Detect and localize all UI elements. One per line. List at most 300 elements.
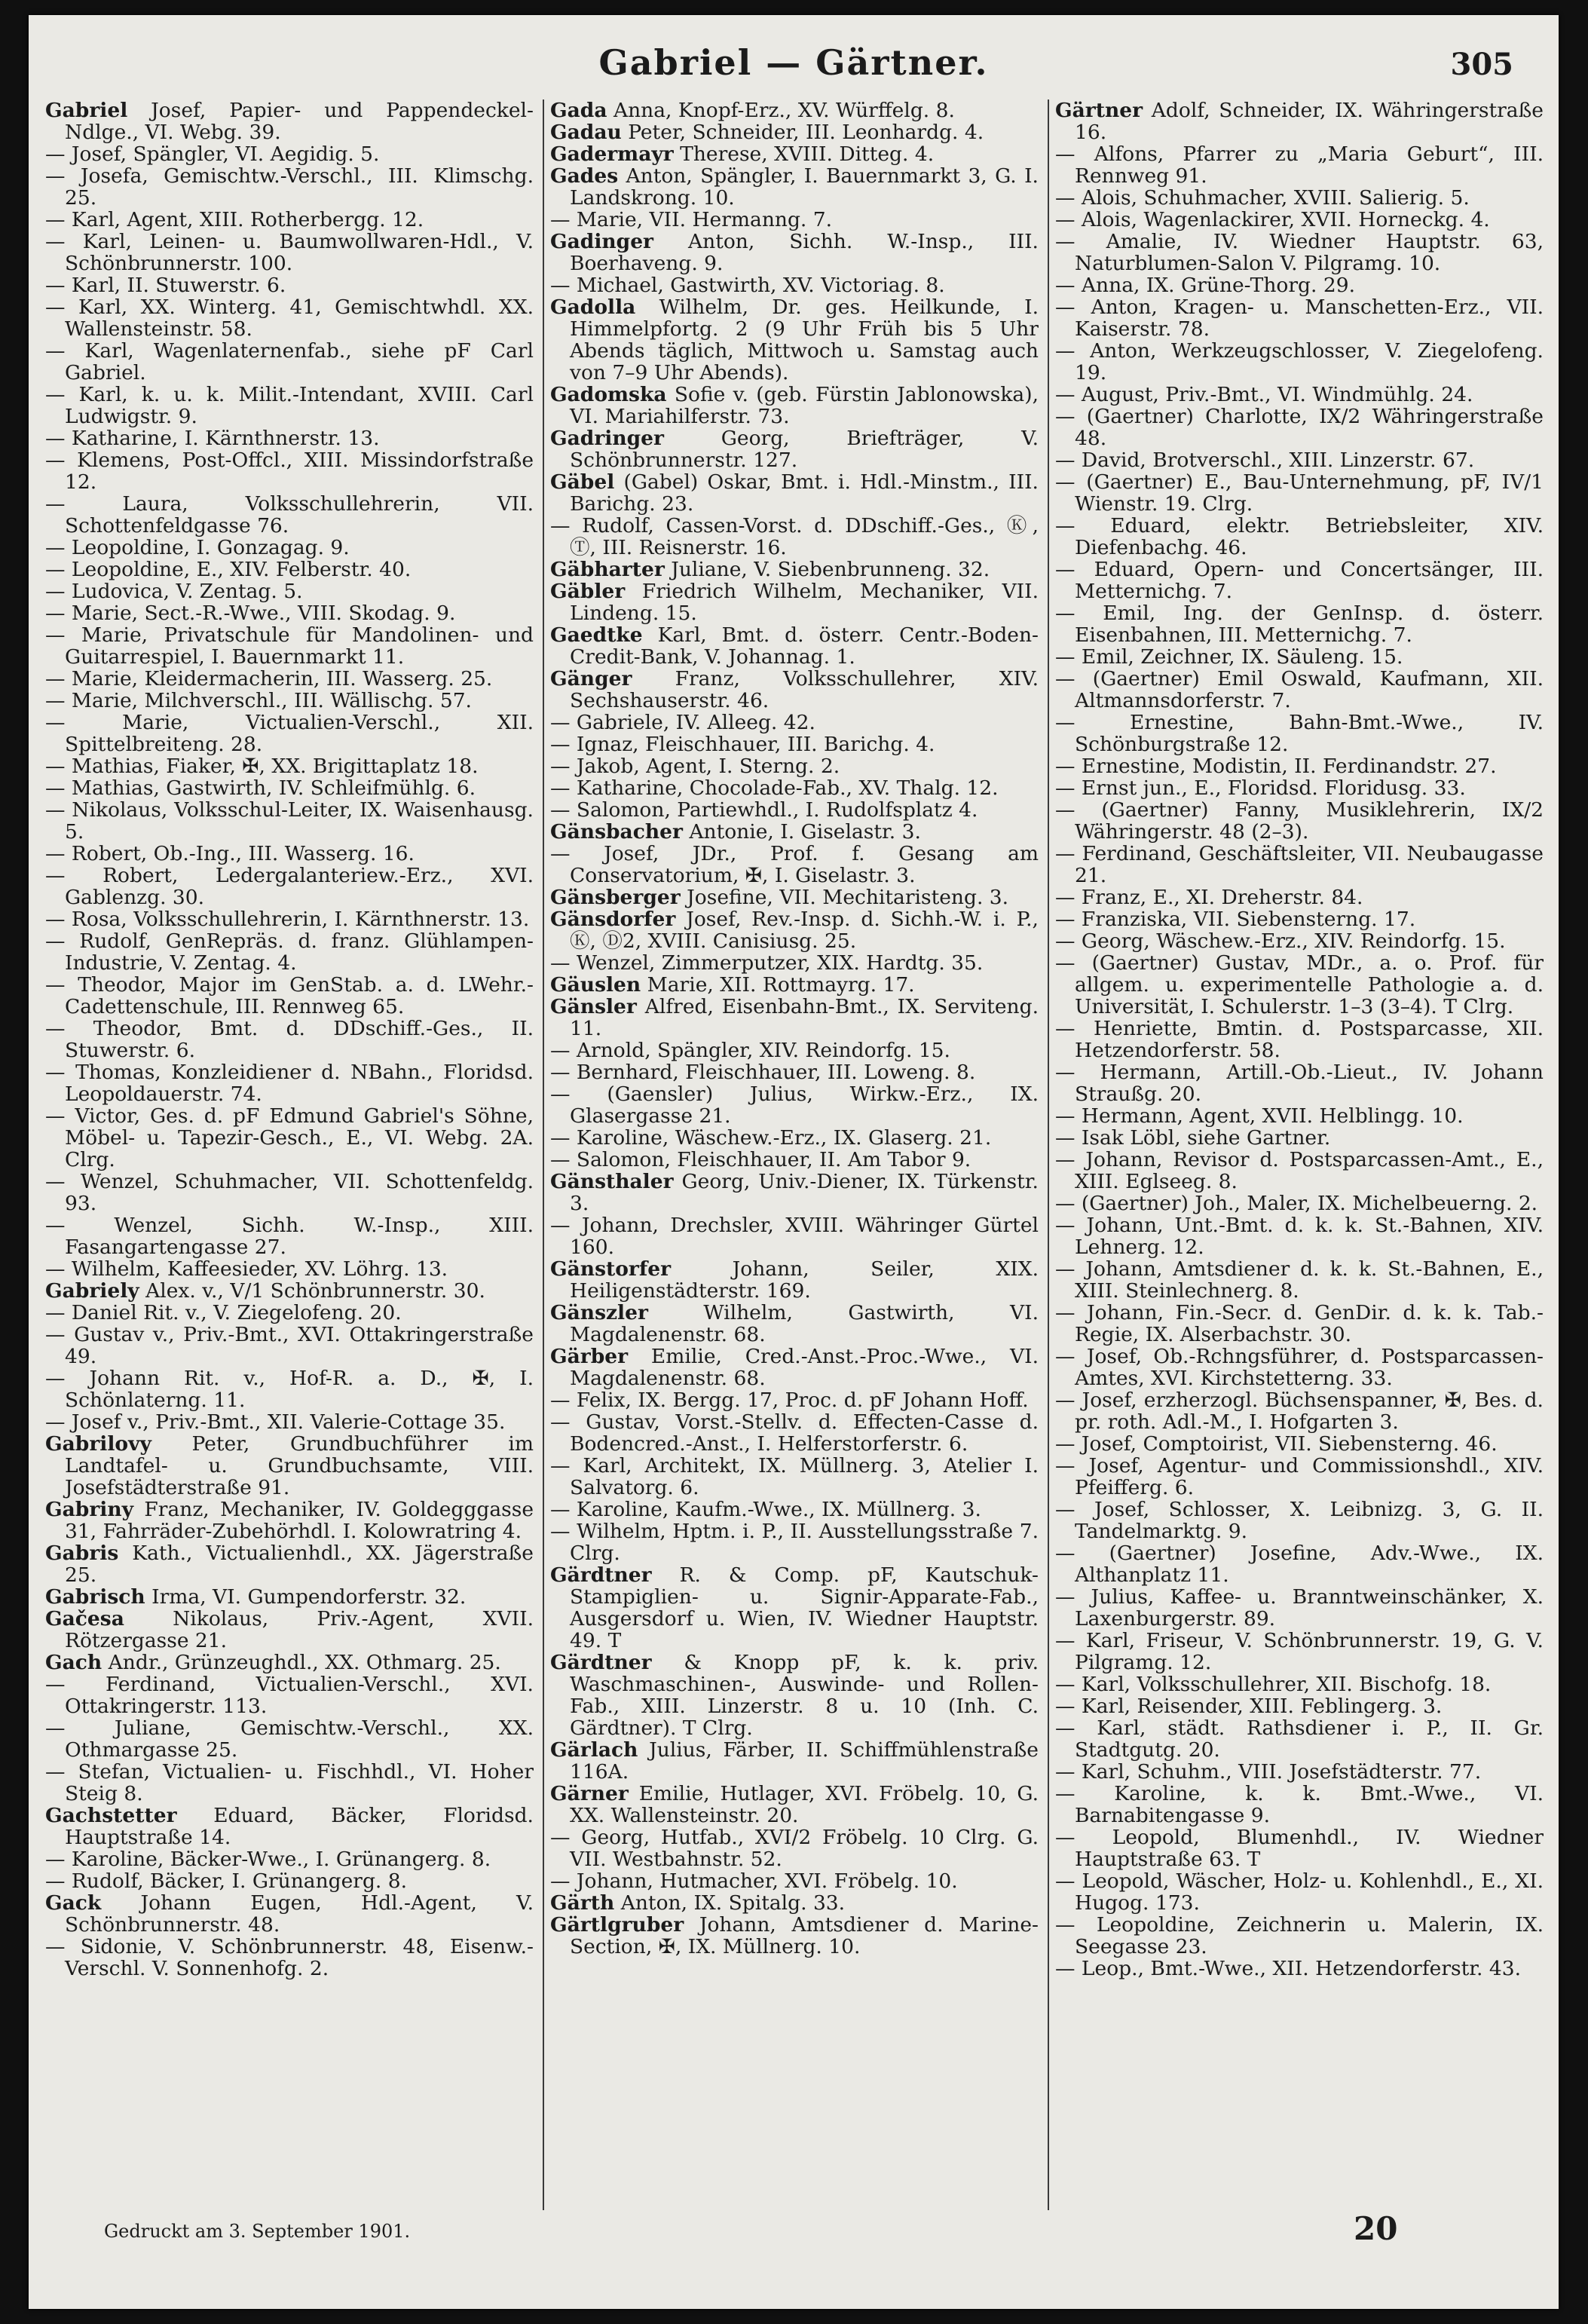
entry-details: — Theodor, Bmt. d. DDschiff.-Ges., II. Stuwerstr. 6. — [45, 1017, 534, 1062]
directory-entry — [1055, 777, 1544, 799]
directory-entry — [1055, 908, 1544, 930]
directory-entry — [45, 580, 534, 602]
directory-entry — [1055, 1673, 1544, 1695]
directory-entry — [1055, 559, 1544, 602]
directory-entry — [1055, 1193, 1544, 1214]
entry-details: — Wilhelm, Hptm. i. P., II. Ausstellungsstraße 7. Clrg. — [550, 1520, 1039, 1565]
entry-surname: Gänsthaler — [550, 1170, 674, 1193]
directory-entry — [45, 493, 534, 537]
entry-details: — Marie, Privatschule für Mandolinen- und Guitarrespiel, I. Bauernmarkt 11. — [45, 623, 534, 669]
directory-entry — [45, 1105, 534, 1171]
directory-entry — [550, 974, 1039, 996]
entry-surname: Gadermayr — [550, 142, 674, 166]
entry-surname: Gänsbacher — [550, 820, 683, 844]
directory-entry — [550, 821, 1039, 843]
entry-details: — Ignaz, Fleischhauer, III. Barichg. 4. — [550, 733, 935, 756]
entry-details: — Johann, Drechsler, XVIII. Währinger Gürtel 160. — [550, 1214, 1039, 1259]
directory-entry — [45, 865, 534, 908]
entry-details: — Emil, Zeichner, IX. Säuleng. 15. — [1055, 645, 1403, 669]
entry-details: — Eduard, Opern- und Concertsänger, III. Metternichg. 7. — [1055, 558, 1544, 603]
entry-details: Anton, Spängler, I. Bauernmarkt 3, G. I. Landskrong. 10. — [570, 164, 1039, 210]
directory-entry — [1055, 712, 1544, 755]
entry-details: — Marie, Sect.-R.-Wwe., VIII. Skodag. 9. — [45, 602, 456, 625]
entry-surname: Gack — [45, 1891, 102, 1915]
entry-details: — Karl, Friseur, V. Schönbrunnerstr. 19, G. V. Pilgramg. 12. — [1055, 1629, 1544, 1674]
entry-details: — Marie, VII. Hermanng. 7. — [550, 208, 833, 231]
entry-details: Anton, IX. Spitalg. 33. — [620, 1891, 846, 1915]
directory-entry — [45, 843, 534, 865]
entry-details: Josef, Rev.-Insp. d. Sichh.-W. i. P., Ⓚ, Ⓓ2, XVIII. Canisiusg. 25. — [570, 908, 1039, 953]
page-header-title: Gabriel — Gärtner. — [598, 42, 989, 83]
entry-details: — Wenzel, Zimmerputzer, XIX. Hardtg. 35. — [550, 951, 984, 975]
directory-entry — [1055, 143, 1544, 187]
directory-entry — [550, 1171, 1039, 1214]
entry-details: — Karl, Agent, XIII. Rotherbergg. 12. — [45, 208, 424, 231]
entry-details: Eduard, Bäcker, Floridsd. Hauptstraße 14. — [65, 1804, 534, 1849]
directory-entry — [1055, 602, 1544, 646]
directory-entry — [1055, 1302, 1544, 1346]
directory-entry — [1055, 1783, 1544, 1826]
entry-details: Georg, Univ.-Diener, IX. Türkenstr. 3. — [570, 1170, 1039, 1215]
entry-details: — Thomas, Konzleidiener d. NBahn., Floridsd. Leopoldauerstr. 74. — [45, 1061, 534, 1106]
entry-details: Emilie, Cred.-Anst.-Proc.-Wwe., VI. Magdalenenstr. 68. — [570, 1345, 1039, 1390]
directory-entry — [45, 100, 534, 143]
entry-details: — Salomon, Partiewhdl., I. Rudolfsplatz 4. — [550, 798, 978, 822]
entry-surname: Gadringer — [550, 427, 664, 450]
directory-entry — [550, 1214, 1039, 1258]
directory-entry — [550, 121, 1039, 143]
entry-details: — Karoline, Bäcker-Wwe., I. Grünangerg. 8. — [45, 1848, 491, 1871]
entry-details: — (Gaertner) Charlotte, IX/2 Währingerstraße 48. — [1055, 405, 1544, 450]
entry-details: — (Gaertner) Josefine, Adv.-Wwe., IX. Althanplatz 11. — [1055, 1542, 1544, 1587]
entry-surname: Gänstorfer — [550, 1257, 672, 1281]
directory-entry — [550, 843, 1039, 886]
entry-surname: Gärth — [550, 1891, 615, 1915]
directory-entry — [1055, 340, 1544, 384]
entry-details: — Mathias, Gastwirth, IV. Schleifmühlg. 6. — [45, 776, 476, 800]
directory-entry — [550, 427, 1039, 471]
entry-details: — Isak Löbl, siehe Gartner. — [1055, 1126, 1331, 1150]
directory-entry — [45, 1586, 534, 1608]
directory-entry — [1055, 231, 1544, 274]
entry-details: — Daniel Rit. v., V. Ziegelofeng. 20. — [45, 1301, 402, 1324]
entry-details: Antonie, I. Giselastr. 3. — [689, 820, 921, 844]
entry-details: — Wenzel, Sichh. W.-Insp., XIII. Fasangartengasse 27. — [45, 1214, 534, 1259]
directory-entry — [550, 1127, 1039, 1149]
entry-details: — (Gaertner) Gustav, MDr., a. o. Prof. für allgem. u. experimentelle Pathologie a. d. Universität, I. Schulerstr. 1–3 (3–4). T Clrg. — [1055, 951, 1544, 1018]
directory-entry — [45, 1367, 534, 1411]
directory-entry — [1055, 1914, 1544, 1958]
entry-surname: Gänsberger — [550, 886, 681, 909]
directory-entry — [45, 1717, 534, 1761]
directory-entry — [45, 449, 534, 493]
entry-details: — Alois, Wagenlackirer, XVII. Horneckg. 4. — [1055, 208, 1490, 231]
entry-surname: Gach — [45, 1651, 103, 1674]
entry-details: — Marie, Victualien-Verschl., XII. Spittelbreiteng. 28. — [45, 711, 534, 756]
entry-surname: Gabriely — [45, 1279, 139, 1303]
directory-entry — [550, 1783, 1039, 1826]
directory-entry — [45, 1411, 534, 1433]
directory-columns — [45, 100, 1545, 2210]
entry-details: — Leopoldine, I. Gonzagag. 9. — [45, 536, 350, 559]
directory-entry — [45, 1171, 534, 1214]
directory-entry — [1055, 1105, 1544, 1127]
entry-surname: Gänger — [550, 667, 632, 690]
entry-details: — (Gaensler) Julius, Wirkw.-Erz., IX. Glasergasse 21. — [550, 1082, 1039, 1128]
entry-details: — Anton, Werkzeugschlosser, V. Ziegelofeng. 19. — [1055, 339, 1544, 384]
directory-entry — [550, 1061, 1039, 1083]
directory-entry — [1055, 1389, 1544, 1433]
directory-entry — [550, 1455, 1039, 1499]
directory-entry — [45, 427, 534, 449]
entry-surname: Gäbler — [550, 580, 626, 603]
directory-entry — [1055, 1826, 1544, 1870]
entry-details: — Rudolf, Cassen-Vorst. d. DDschiff.-Ges., Ⓚ, Ⓣ, III. Reisnerstr. 16. — [550, 514, 1039, 559]
directory-entry — [1055, 187, 1544, 209]
directory-entry — [1055, 843, 1544, 886]
directory-entry — [45, 165, 534, 209]
entry-details: Therese, XVIII. Ditteg. 4. — [680, 142, 935, 166]
directory-entry — [1055, 1018, 1544, 1061]
entry-details: — Leopoldine, Zeichnerin u. Malerin, IX. Seegasse 23. — [1055, 1913, 1544, 1958]
directory-entry — [45, 1433, 534, 1499]
directory-entry — [1055, 886, 1544, 908]
entry-details: Anna, Knopf-Erz., XV. Würffelg. 8. — [613, 100, 955, 122]
entry-details: — Karl, II. Stuwerstr. 6. — [45, 274, 286, 297]
directory-entry — [45, 799, 534, 843]
directory-entry — [550, 886, 1039, 908]
entry-details: — Anna, IX. Grüne-Thorg. 29. — [1055, 274, 1356, 297]
entry-surname: Gärlach — [550, 1738, 638, 1762]
entry-details: — Victor, Ges. d. pF Edmund Gabriel's Söhne, Möbel- u. Tapezir-Gesch., E., VI. Webg. 2A. Clrg. — [45, 1104, 534, 1171]
entry-details: Johann Eugen, Hdl.-Agent, V. Schönbrunnerstr. 48. — [65, 1891, 534, 1937]
entry-details: — Theodor, Major im GenStab. a. d. LWehr.-Cadettenschule, III. Rennweg 65. — [45, 973, 534, 1018]
entry-surname: Gabris — [45, 1542, 119, 1565]
directory-entry — [45, 1936, 534, 1980]
entry-details: — Rudolf, Bäcker, I. Grünangerg. 8. — [45, 1869, 408, 1893]
entry-surname: Gadomska — [550, 383, 667, 406]
entry-details: Peter, Schneider, III. Leonhardg. 4. — [628, 121, 984, 144]
directory-entry — [45, 1608, 534, 1652]
entry-details: — Josef, Spängler, VI. Aegidig. 5. — [45, 142, 380, 166]
entry-surname: Gänsler — [550, 995, 637, 1018]
entry-details: — Gabriele, IV. Alleeg. 42. — [550, 711, 815, 734]
directory-entry — [550, 1892, 1039, 1914]
directory-entry — [550, 668, 1039, 712]
entry-details: — Bernhard, Fleischhauer, III. Loweng. 8. — [550, 1061, 976, 1084]
entry-details: Alfred, Eisenbahn-Bmt., IX. Serviteng. 11. — [570, 995, 1039, 1040]
directory-entry — [550, 274, 1039, 296]
directory-entry — [1055, 384, 1544, 406]
directory-entry — [1055, 668, 1544, 712]
entry-details: — Johann, Revisor d. Postsparcassen-Amt., E., XIII. Eglseeg. 8. — [1055, 1148, 1544, 1193]
entry-details: Juliane, V. Siebenbrunneng. 32. — [671, 558, 990, 581]
directory-entry — [1055, 1346, 1544, 1389]
directory-entry — [45, 1542, 534, 1586]
entry-surname: Gačesa — [45, 1607, 124, 1630]
entry-details: — Karl, Reisender, XIII. Feblingerg. 3. — [1055, 1695, 1443, 1718]
entry-details: — Salomon, Fleischhauer, II. Am Tabor 9. — [550, 1148, 971, 1171]
entry-details: — Arnold, Spängler, XIV. Reindorfg. 15. — [550, 1039, 950, 1062]
entry-surname: Gäuslen — [550, 973, 641, 997]
entry-details: — Karoline, k. k. Bmt.-Wwe., VI. Barnabitengasse 9. — [1055, 1782, 1544, 1827]
entry-details: — (Gaertner) Fanny, Musiklehrerin, IX/2 Währingerstr. 48 (2–3). — [1055, 798, 1544, 844]
entry-surname: Gada — [550, 100, 607, 122]
directory-entry — [1055, 209, 1544, 231]
entry-details: — Henriette, Bmtin. d. Postsparcasse, XII. Hetzendorferstr. 58. — [1055, 1017, 1544, 1062]
directory-entry — [550, 1258, 1039, 1302]
directory-entry — [45, 1302, 534, 1324]
entry-details: — Josef, JDr., Prof. f. Gesang am Conservatorium, ✠, I. Giselastr. 3. — [550, 842, 1039, 887]
entry-surname: Gänsdorfer — [550, 908, 676, 931]
directory-entry — [45, 755, 534, 777]
directory-entry — [550, 559, 1039, 580]
entry-surname: Gachstetter — [45, 1804, 177, 1827]
directory-entry — [45, 1652, 534, 1673]
directory-entry — [45, 1324, 534, 1367]
directory-entry — [45, 274, 534, 296]
entry-details: — Alfons, Pfarrer zu „Maria Geburt“, III. Rennweg 91. — [1055, 142, 1544, 188]
directory-entry — [550, 624, 1039, 668]
directory-entry — [45, 1870, 534, 1892]
entry-details: — Katharine, Chocolade-Fab., XV. Thalg. 12. — [550, 776, 999, 800]
entry-details: — Josef, Schlosser, X. Leibnizg. 3, G. II. Tandelmarktg. 9. — [1055, 1498, 1544, 1543]
directory-entry — [550, 1520, 1039, 1564]
directory-entry — [1055, 755, 1544, 777]
entry-details: Adolf, Schneider, IX. Währingerstraße 16. — [1075, 100, 1544, 144]
directory-entry — [45, 559, 534, 580]
entry-details: — Karl, k. u. k. Milit.-Intendant, XVIII. Carl Ludwigstr. 9. — [45, 383, 534, 428]
directory-entry — [1055, 1061, 1544, 1105]
directory-entry — [1055, 1542, 1544, 1586]
directory-entry — [550, 1739, 1039, 1783]
entry-surname: Gärber — [550, 1345, 629, 1368]
entry-surname: Gabriel — [45, 100, 128, 122]
entry-details: Georg, Briefträger, V. Schönbrunnerstr. 127. — [570, 427, 1039, 472]
entry-details: — Ferdinand, Geschäftsleiter, VII. Neubaugasse 21. — [1055, 842, 1544, 887]
directory-entry — [550, 1564, 1039, 1652]
directory-entry — [45, 340, 534, 384]
directory-entry — [45, 602, 534, 624]
entry-details: — Josef, Ob.-Rchngsführer, d. Postsparcassen-Amtes, XVI. Kirchstetterng. 33. — [1055, 1345, 1544, 1390]
entry-details: & Knopp pF, k. k. priv. Waschmaschinen-, Auswinde- und Rollen-Fab., XIII. Linzerstr. 8 u. 10 (Inh. C. Gärdtner). T Clrg. — [570, 1651, 1039, 1740]
entry-surname: Gärdtner — [550, 1651, 652, 1674]
entry-details: — Leopold, Wäscher, Holz- u. Kohlenhdl., E., XI. Hugog. 173. — [1055, 1869, 1544, 1915]
entry-details: Josefine, VII. Mechitaristeng. 3. — [687, 886, 1009, 909]
directory-entry — [550, 1083, 1039, 1127]
entry-details: Friedrich Wilhelm, Mechaniker, VII. Lindeng. 15. — [570, 580, 1039, 625]
column-divider — [543, 100, 544, 2210]
directory-entry — [45, 1805, 534, 1848]
directory-entry — [45, 384, 534, 427]
entry-details: — Karl, Architekt, IX. Müllnerg. 3, Atelier I. Salvatorg. 6. — [550, 1454, 1039, 1499]
entry-details: Kath., Victualienhdl., XX. Jägerstraße 25. — [65, 1542, 534, 1587]
directory-entry — [45, 1499, 534, 1542]
directory-entry — [1055, 449, 1544, 471]
entry-details: — Karl, Wagenlaternenfab., siehe pF Carl Gabriel. — [45, 339, 534, 384]
directory-entry — [45, 1258, 534, 1280]
directory-entry — [550, 165, 1039, 209]
directory-entry — [550, 100, 1039, 121]
entry-details: Nikolaus, Priv.-Agent, XVII. Rötzergasse 21. — [65, 1607, 534, 1652]
directory-entry — [1055, 1695, 1544, 1717]
entry-details: — Johann, Unt.-Bmt. d. k. k. St.-Bahnen, XIV. Lehnerg. 12. — [1055, 1214, 1544, 1259]
directory-entry — [550, 1870, 1039, 1892]
directory-entry — [1055, 406, 1544, 449]
directory-entry — [45, 143, 534, 165]
entry-surname: Gabrilovy — [45, 1432, 151, 1456]
entry-details: Irma, VI. Gumpendorferstr. 32. — [151, 1585, 467, 1609]
directory-entry — [550, 1389, 1039, 1411]
entry-details: (Gabel) Oskar, Bmt. i. Hdl.-Minstm., III. Barichg. 23. — [570, 470, 1039, 516]
directory-entry — [45, 974, 534, 1018]
directory-entry — [45, 908, 534, 930]
directory-entry — [550, 1826, 1039, 1870]
entry-surname: Gärner — [550, 1782, 629, 1805]
entry-details: — Mathias, Fiaker, ✠, XX. Brigittaplatz 18. — [45, 755, 479, 778]
entry-details: — Leop., Bmt.-Wwe., XII. Hetzendorferstr. 43. — [1055, 1957, 1521, 1980]
directory-entry — [1055, 515, 1544, 559]
directory-entry — [1055, 1499, 1544, 1542]
directory-entry — [45, 537, 534, 559]
column-2 — [550, 100, 1039, 2210]
directory-entry — [550, 1040, 1039, 1061]
directory-page — [29, 15, 1559, 2309]
entry-details: — Karl, XX. Winterg. 41, Gemischtwhdl. XX. Wallensteinstr. 58. — [45, 295, 534, 341]
entry-surname: Gabriny — [45, 1498, 134, 1521]
print-date-note: Gedruckt am 3. September 1901. — [104, 2221, 411, 2242]
entry-details: — Nikolaus, Volksschul-Leiter, IX. Waisenhausg. 5. — [45, 798, 534, 844]
directory-entry — [1055, 274, 1544, 296]
entry-surname: Gadau — [550, 121, 622, 144]
entry-surname: Gades — [550, 164, 619, 188]
entry-details: — Eduard, elektr. Betriebsleiter, XIV. Diefenbachg. 46. — [1055, 514, 1544, 559]
directory-entry — [1055, 1433, 1544, 1455]
entry-details: — Karoline, Kaufm.-Wwe., IX. Müllnerg. 3. — [550, 1498, 981, 1521]
directory-entry — [45, 624, 534, 668]
entry-details: — Ernst jun., E., Floridsd. Floridusg. 33. — [1055, 776, 1466, 800]
entry-details: — Marie, Milchverschl., III. Wällischg. 57. — [45, 689, 472, 712]
directory-entry — [45, 777, 534, 799]
directory-entry — [550, 515, 1039, 559]
directory-entry — [550, 296, 1039, 384]
entry-details: — Anton, Kragen- u. Manschetten-Erz., VII. Kaiserstr. 78. — [1055, 295, 1544, 341]
directory-entry — [550, 231, 1039, 274]
entry-details: Peter, Grundbuchführer im Landtafel- u. Grundbuchsamte, VIII. Josefstädterstraße 91. — [65, 1432, 534, 1499]
directory-entry — [550, 777, 1039, 799]
entry-details: — Karoline, Wäschew.-Erz., IX. Glaserg. 21. — [550, 1126, 992, 1150]
entry-details: — Hermann, Artill.-Ob.-Lieut., IV. Johann Straußg. 20. — [1055, 1061, 1544, 1106]
directory-entry — [550, 1499, 1039, 1520]
directory-entry — [45, 1673, 534, 1717]
directory-entry — [550, 733, 1039, 755]
directory-entry — [45, 296, 534, 340]
directory-entry — [1055, 799, 1544, 843]
entry-details: — August, Priv.-Bmt., VI. Windmühlg. 24. — [1055, 383, 1473, 406]
entry-details: — Karl, städt. Rathsdiener i. P., II. Gr. Stadtgutg. 20. — [1055, 1716, 1544, 1762]
entry-surname: Gäbharter — [550, 558, 665, 581]
directory-entry — [1055, 1717, 1544, 1761]
directory-entry — [45, 1892, 534, 1936]
entry-details: — Johann, Amtsdiener d. k. k. St.-Bahnen, E., XIII. Steinlechnerg. 8. — [1055, 1257, 1544, 1303]
directory-entry — [1055, 471, 1544, 515]
entry-details: — Gustav, Vorst.-Stellv. d. Effecten-Casse d. Bodencred.-Anst., I. Helferstorferstr. 6. — [550, 1410, 1039, 1456]
directory-entry — [45, 930, 534, 974]
entry-details: — Georg, Wäschew.-Erz., XIV. Reindorfg. 15. — [1055, 929, 1506, 953]
directory-entry — [550, 799, 1039, 821]
directory-entry — [550, 996, 1039, 1040]
entry-details: — Georg, Hutfab., XVI/2 Fröbelg. 10 Clrg. G. VII. Westbahnstr. 52. — [550, 1826, 1039, 1871]
directory-entry — [1055, 1586, 1544, 1630]
directory-entry — [550, 908, 1039, 952]
entry-details: — Juliane, Gemischtw.-Verschl., XX. Othmargasse 25. — [45, 1716, 534, 1762]
column-divider — [1048, 100, 1049, 2210]
entry-details: — Ludovica, V. Zentag. 5. — [45, 580, 303, 603]
entry-details: — Katharine, I. Kärnthnerstr. 13. — [45, 427, 380, 450]
entry-details: — Felix, IX. Bergg. 17, Proc. d. pF Johann Hoff. — [550, 1389, 1029, 1412]
directory-entry — [45, 1214, 534, 1258]
directory-entry — [1055, 1214, 1544, 1258]
entry-details: — (Gaertner) Joh., Maler, IX. Michelbeuerng. 2. — [1055, 1192, 1538, 1215]
entry-details: — Johann, Hutmacher, XVI. Fröbelg. 10. — [550, 1869, 958, 1893]
entry-details: — Wilhelm, Kaffeesieder, XV. Löhrg. 13. — [45, 1257, 448, 1281]
directory-entry — [550, 1411, 1039, 1455]
directory-entry — [45, 1761, 534, 1805]
directory-entry — [45, 1280, 534, 1302]
entry-details: — Ernestine, Modistin, II. Ferdinandstr. 27. — [1055, 755, 1497, 778]
entry-details: — Ferdinand, Victualien-Verschl., XVI. Ottakringerstr. 113. — [45, 1673, 534, 1718]
entry-details: — Franziska, VII. Siebensterng. 17. — [1055, 908, 1416, 931]
entry-details: — Karl, Leinen- u. Baumwollwaren-Hdl., V. Schönbrunnerstr. 100. — [45, 230, 534, 275]
entry-details: Johann, Seiler, XIX. Heiligenstädterstr. 169. — [570, 1257, 1039, 1303]
sheet-number: 20 — [1354, 2210, 1398, 2247]
directory-entry — [45, 1848, 534, 1870]
entry-details: — (Gaertner) E., Bau-Unternehmung, pF, IV/1 Wienstr. 19. Clrg. — [1055, 470, 1544, 516]
entry-details: — Alois, Schuhmacher, XVIII. Salierig. 5. — [1055, 186, 1470, 210]
directory-entry — [550, 952, 1039, 974]
directory-entry — [1055, 930, 1544, 952]
entry-details: Franz, Mechaniker, IV. Goldegggasse 31, Fahrräder-Zubehörhdl. I. Kolowratring 4. — [65, 1498, 534, 1543]
directory-entry — [1055, 1870, 1544, 1914]
directory-entry — [1055, 296, 1544, 340]
entry-details: — Josef, Agentur- und Commissionshdl., XIV. Pfeifferg. 6. — [1055, 1454, 1544, 1499]
entry-details: — Amalie, IV. Wiedner Hauptstr. 63, Naturblumen-Salon V. Pilgramg. 10. — [1055, 230, 1544, 275]
entry-surname: Gadinger — [550, 230, 654, 253]
entry-details: Sofie v. (geb. Fürstin Jablonowska), VI. Mariahilferstr. 73. — [570, 383, 1039, 428]
directory-entry — [550, 1346, 1039, 1389]
entry-details: Wilhelm, Gastwirth, VI. Magdalenenstr. 68. — [570, 1301, 1039, 1346]
directory-entry — [550, 1149, 1039, 1171]
entry-details: — Gustav v., Priv.-Bmt., XVI. Ottakringerstraße 49. — [45, 1323, 534, 1368]
directory-entry — [1055, 1455, 1544, 1499]
entry-details: Wilhelm, Dr. ges. Heilkunde, I. Himmelpfortg. 2 (9 Uhr Früh bis 5 Uhr Abends täglich, Mittwoch u. Samstag auch von 7–9 Uhr Abends). — [570, 295, 1039, 384]
entry-details: Johann, Amtsdiener d. Marine-Section, ✠, IX. Müllnerg. 10. — [570, 1913, 1039, 1958]
entry-details: — Klemens, Post-Offcl., XIII. Missindorfstraße 12. — [45, 449, 534, 494]
entry-details: Julius, Färber, II. Schiffmühlenstraße 116A. — [570, 1738, 1039, 1784]
directory-entry — [550, 384, 1039, 427]
directory-entry — [550, 1302, 1039, 1346]
entry-surname: Gabrisch — [45, 1585, 145, 1609]
entry-details: Josef, Papier- und Pappendeckel-Ndlge., VI. Webg. 39. — [65, 100, 534, 144]
directory-entry — [550, 1914, 1039, 1958]
directory-entry — [45, 1061, 534, 1105]
entry-surname: Gadolla — [550, 295, 636, 319]
page-number: 305 — [1450, 47, 1513, 82]
entry-details: — Laura, Volksschullehrerin, VII. Schottenfeldgasse 76. — [45, 492, 534, 537]
directory-entry — [1055, 1258, 1544, 1302]
entry-details: — Rosa, Volksschullehrerin, I. Kärnthnerstr. 13. — [45, 908, 530, 931]
entry-details: R. & Comp. pF, Kautschuk-Stampiglien- u. Signir-Apparate-Fab., Ausgersdorf u. Wien, IV. Wiedner Hauptstr. 49. T — [570, 1563, 1039, 1652]
